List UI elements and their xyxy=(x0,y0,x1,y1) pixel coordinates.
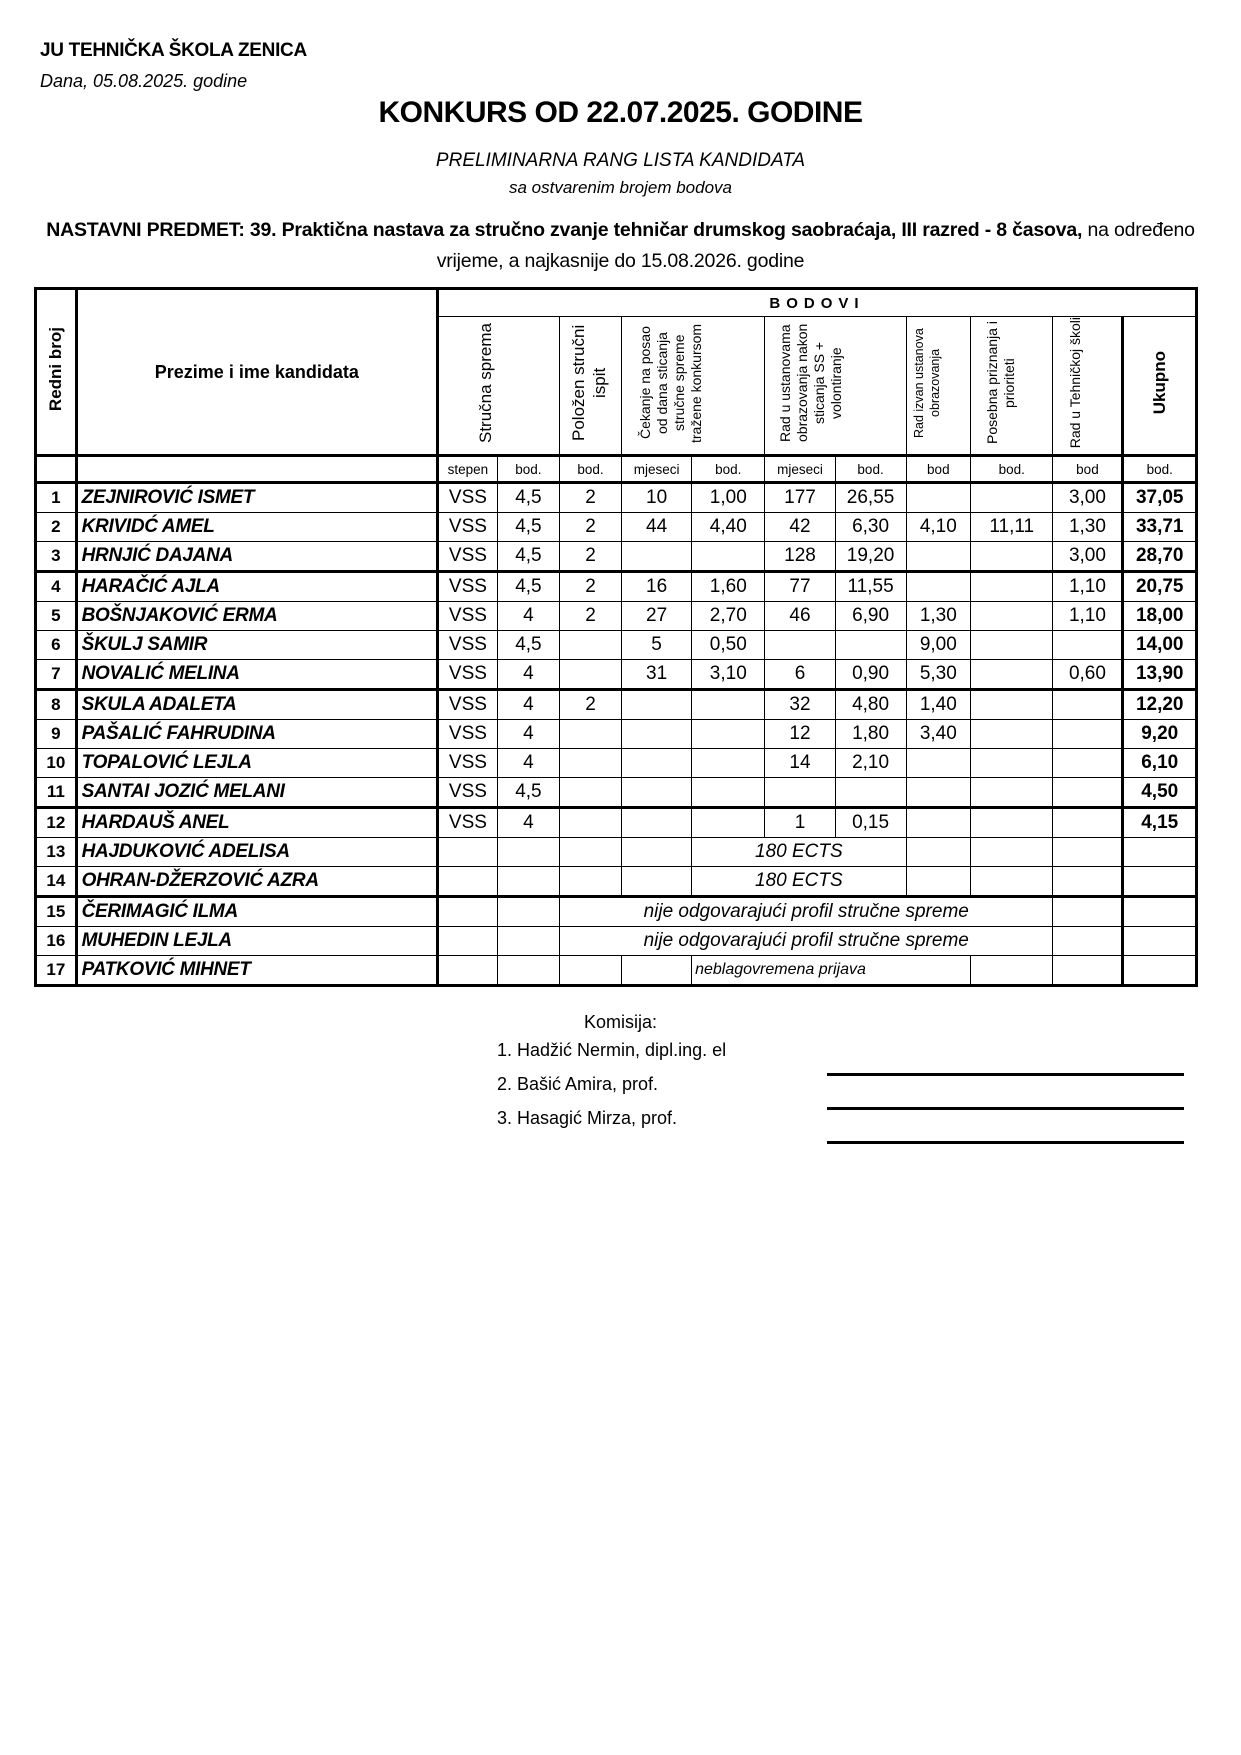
empty-cell xyxy=(559,956,621,986)
unit-empty-no xyxy=(36,456,77,483)
unit-label: stepen xyxy=(438,456,498,483)
cell-ss-bod: 4 xyxy=(497,808,559,838)
cell-ukupno: 28,70 xyxy=(1123,542,1197,572)
cell-tehn: 1,30 xyxy=(1053,513,1123,542)
cell-ukupno xyxy=(1123,956,1197,986)
cell-posebna xyxy=(971,749,1053,778)
empty-cell xyxy=(438,956,498,986)
cell-posebna xyxy=(971,483,1053,513)
cell-rad-mj: 1 xyxy=(765,808,835,838)
cell-rad-mj: 6 xyxy=(765,660,835,690)
cell-ispit: 2 xyxy=(559,602,621,631)
cell-stepen: VSS xyxy=(438,778,498,808)
candidate-name: TOPALOVIĆ LEJLA xyxy=(76,749,437,778)
cell-rad-bod: 11,55 xyxy=(835,572,906,602)
cell-cek-bod: 3,10 xyxy=(692,660,765,690)
cell-izvan: 1,40 xyxy=(906,690,970,720)
header-strucna-sprema xyxy=(438,317,560,456)
table-row xyxy=(36,749,1197,778)
cell-ss-bod: 4 xyxy=(497,749,559,778)
row-number: 11 xyxy=(36,778,77,808)
cell-ss-bod: 4,5 xyxy=(497,513,559,542)
cell-izvan xyxy=(906,483,970,513)
cell-stepen: VSS xyxy=(438,602,498,631)
header-polozen-ispit xyxy=(559,317,621,456)
cell-tehn: 1,10 xyxy=(1053,602,1123,631)
row-number: 16 xyxy=(36,927,77,956)
cell-tehn xyxy=(1053,808,1123,838)
candidate-name: ZEJNIROVIĆ ISMET xyxy=(76,483,437,513)
cell-cek-bod: 0,50 xyxy=(692,631,765,660)
table-row xyxy=(36,542,1197,572)
table-row xyxy=(36,720,1197,749)
header-rad-u-ustanovama-label: Rad u ustanovama obrazovanja nakon sticanja SS + volontiranje xyxy=(776,323,844,443)
commission-title: Komisija: xyxy=(583,1012,658,1032)
cell-cek-mj xyxy=(622,749,692,778)
cell-ukupno: 37,05 xyxy=(1123,483,1197,513)
header-rad-tehnicka-label: Rad u Tehničkoj školi xyxy=(1067,317,1084,449)
header-polozen-ispit-label: Položen stručni ispit xyxy=(568,324,609,442)
unit-label: mjeseci xyxy=(765,456,835,483)
cell-cek-bod xyxy=(692,720,765,749)
cell-ukupno: 6,10 xyxy=(1123,749,1197,778)
cell-cek-mj xyxy=(622,778,692,808)
cell-izvan xyxy=(906,808,970,838)
row-number: 8 xyxy=(36,690,77,720)
cell-stepen: VSS xyxy=(438,808,498,838)
candidate-name: OHRAN-DŽERZOVIĆ AZRA xyxy=(76,867,437,897)
status-note: 180 ECTS xyxy=(692,838,907,867)
candidate-name: HARAČIĆ AJLA xyxy=(76,572,437,602)
candidate-name: MUHEDIN LEJLA xyxy=(76,927,437,956)
row-number: 5 xyxy=(36,602,77,631)
empty-cell xyxy=(438,838,498,867)
cell-stepen: VSS xyxy=(438,631,498,660)
cell-posebna xyxy=(971,572,1053,602)
table-row xyxy=(36,927,1197,956)
empty-cell xyxy=(438,867,498,897)
candidate-name: HARDAUŠ ANEL xyxy=(76,808,437,838)
cell-ss-bod: 4,5 xyxy=(497,778,559,808)
table-row xyxy=(36,572,1197,602)
cell-stepen: VSS xyxy=(438,483,498,513)
cell-tehn: 1,10 xyxy=(1053,572,1123,602)
cell-tehn xyxy=(1053,778,1123,808)
cell-rad-mj: 14 xyxy=(765,749,835,778)
cell-ukupno: 18,00 xyxy=(1123,602,1197,631)
cell-rad-mj: 32 xyxy=(765,690,835,720)
cell-ukupno xyxy=(1123,838,1197,867)
candidate-name: BOŠNJAKOVIĆ ERMA xyxy=(76,602,437,631)
cell-tehn xyxy=(1053,720,1123,749)
cell-ss-bod: 4 xyxy=(497,602,559,631)
empty-cell xyxy=(906,867,970,897)
signature-line xyxy=(827,1141,1184,1144)
row-number: 13 xyxy=(36,838,77,867)
cell-ukupno: 33,71 xyxy=(1123,513,1197,542)
cell-rad-bod: 19,20 xyxy=(835,542,906,572)
cell-stepen: VSS xyxy=(438,660,498,690)
cell-ukupno: 4,15 xyxy=(1123,808,1197,838)
cell-posebna xyxy=(971,631,1053,660)
table-body xyxy=(36,483,1197,986)
header-rad-izvan xyxy=(906,317,970,456)
status-note: neblagovremena prijava xyxy=(692,956,971,986)
cell-rad-bod: 0,15 xyxy=(835,808,906,838)
empty-cell xyxy=(1053,897,1123,927)
cell-rad-bod: 6,90 xyxy=(835,602,906,631)
cell-ispit: 2 xyxy=(559,690,621,720)
table-row xyxy=(36,897,1197,927)
subtitle-points: sa ostvarenim brojem bodova xyxy=(508,178,732,197)
empty-cell xyxy=(1053,838,1123,867)
cell-cek-bod xyxy=(692,808,765,838)
cell-ss-bod: 4,5 xyxy=(497,542,559,572)
cell-izvan: 5,30 xyxy=(906,660,970,690)
row-number: 17 xyxy=(36,956,77,986)
cell-rad-bod: 1,80 xyxy=(835,720,906,749)
cell-rad-bod: 4,80 xyxy=(835,690,906,720)
cell-rad-bod xyxy=(835,778,906,808)
header-rad-izvan-label: Rad izvan ustanova obrazovanja xyxy=(912,328,943,438)
cell-tehn xyxy=(1053,749,1123,778)
empty-cell xyxy=(1053,867,1123,897)
cell-izvan: 4,10 xyxy=(906,513,970,542)
page-title: KONKURS OD 22.07.2025. GODINE xyxy=(378,96,863,129)
commission-member: 1. Hadžić Nermin, dipl.ing. el xyxy=(497,1040,727,1060)
cell-rad-mj xyxy=(765,778,835,808)
cell-tehn xyxy=(1053,690,1123,720)
empty-cell xyxy=(438,897,498,927)
cell-cek-mj xyxy=(622,808,692,838)
commission-member: 3. Hasagić Mirza, prof. xyxy=(497,1108,678,1128)
cell-cek-mj: 31 xyxy=(622,660,692,690)
row-number: 1 xyxy=(36,483,77,513)
cell-tehn xyxy=(1053,631,1123,660)
cell-cek-bod xyxy=(692,542,765,572)
subtitle-rank-list: PRELIMINARNA RANG LISTA KANDIDATA xyxy=(435,150,806,171)
header-cekanje-label: Čekanje na posao od dana sticanja stručne spreme tražene konkursom xyxy=(637,323,705,443)
cell-stepen: VSS xyxy=(438,749,498,778)
empty-cell xyxy=(971,956,1053,986)
cell-ispit xyxy=(559,720,621,749)
unit-label: mjeseci xyxy=(622,456,692,483)
cell-rad-bod: 2,10 xyxy=(835,749,906,778)
candidate-name: ŠKULJ SAMIR xyxy=(76,631,437,660)
table-row xyxy=(36,838,1197,867)
candidate-name: PATKOVIĆ MIHNET xyxy=(76,956,437,986)
rank-table xyxy=(34,287,1198,987)
cell-izvan xyxy=(906,572,970,602)
cell-cek-mj: 44 xyxy=(622,513,692,542)
cell-ispit xyxy=(559,778,621,808)
empty-cell xyxy=(559,838,621,867)
cell-rad-mj: 12 xyxy=(765,720,835,749)
document-date: Dana, 05.08.2025. godine xyxy=(40,71,248,91)
candidate-name: HAJDUKOVIĆ ADELISA xyxy=(76,838,437,867)
cell-rad-mj: 177 xyxy=(765,483,835,513)
unit-label: bod. xyxy=(692,456,765,483)
cell-ukupno: 12,20 xyxy=(1123,690,1197,720)
unit-label: bod. xyxy=(835,456,906,483)
cell-ss-bod: 4,5 xyxy=(497,483,559,513)
cell-tehn: 3,00 xyxy=(1053,483,1123,513)
cell-cek-mj: 16 xyxy=(622,572,692,602)
candidate-name: KRIVIDĆ AMEL xyxy=(76,513,437,542)
unit-label: bod. xyxy=(559,456,621,483)
empty-cell xyxy=(971,867,1053,897)
cell-stepen: VSS xyxy=(438,690,498,720)
row-number: 14 xyxy=(36,867,77,897)
cell-ukupno: 13,90 xyxy=(1123,660,1197,690)
cell-cek-bod xyxy=(692,778,765,808)
cell-izvan: 3,40 xyxy=(906,720,970,749)
cell-ispit: 2 xyxy=(559,572,621,602)
cell-izvan xyxy=(906,542,970,572)
empty-cell xyxy=(1053,927,1123,956)
row-number: 3 xyxy=(36,542,77,572)
header-posebna-priznanja-label: Posebna priznanja i prioriteti xyxy=(983,321,1017,445)
cell-izvan: 9,00 xyxy=(906,631,970,660)
signature-line xyxy=(827,1107,1184,1110)
cell-stepen: VSS xyxy=(438,542,498,572)
cell-posebna xyxy=(971,690,1053,720)
cell-cek-mj xyxy=(622,690,692,720)
cell-izvan xyxy=(906,778,970,808)
status-note: 180 ECTS xyxy=(692,867,907,897)
table-row xyxy=(36,778,1197,808)
candidate-name: ČERIMAGIĆ ILMA xyxy=(76,897,437,927)
unit-label: bod xyxy=(1053,456,1123,483)
cell-ss-bod: 4,5 xyxy=(497,631,559,660)
row-number: 10 xyxy=(36,749,77,778)
cell-posebna xyxy=(971,660,1053,690)
signature-line xyxy=(827,1073,1184,1076)
cell-ispit xyxy=(559,808,621,838)
empty-cell xyxy=(622,867,692,897)
cell-ss-bod: 4 xyxy=(497,720,559,749)
cell-tehn: 3,00 xyxy=(1053,542,1123,572)
cell-tehn: 0,60 xyxy=(1053,660,1123,690)
cell-cek-bod xyxy=(692,749,765,778)
cell-cek-mj xyxy=(622,720,692,749)
header-redni-broj-label: Redni broj xyxy=(46,327,66,412)
empty-cell xyxy=(438,927,498,956)
table-row xyxy=(36,808,1197,838)
empty-cell xyxy=(497,838,559,867)
cell-posebna xyxy=(971,778,1053,808)
status-note: nije odgovarajući profil stručne spreme xyxy=(559,897,1052,927)
unit-label: bod xyxy=(906,456,970,483)
header-redni-broj xyxy=(36,289,77,456)
candidate-name: SKULA ADALETA xyxy=(76,690,437,720)
cell-izvan xyxy=(906,749,970,778)
row-number: 15 xyxy=(36,897,77,927)
cell-posebna xyxy=(971,808,1053,838)
candidate-name: PAŠALIĆ FAHRUDINA xyxy=(76,720,437,749)
cell-cek-bod xyxy=(692,690,765,720)
table-row xyxy=(36,660,1197,690)
cell-ss-bod: 4,5 xyxy=(497,572,559,602)
row-number: 6 xyxy=(36,631,77,660)
header-ukupno xyxy=(1123,317,1197,456)
empty-cell xyxy=(622,838,692,867)
unit-label: bod. xyxy=(497,456,559,483)
cell-ukupno: 4,50 xyxy=(1123,778,1197,808)
cell-rad-mj xyxy=(765,631,835,660)
subject-normal: na određeno vrijeme, a najkasnije do 15.08.2026. godine xyxy=(436,219,1195,272)
cell-cek-mj: 27 xyxy=(622,602,692,631)
header-rad-u-ustanovama xyxy=(765,317,906,456)
cell-stepen: VSS xyxy=(438,513,498,542)
cell-posebna: 11,11 xyxy=(971,513,1053,542)
cell-ukupno: 9,20 xyxy=(1123,720,1197,749)
empty-cell xyxy=(622,956,692,986)
commission-member: 2. Bašić Amira, prof. xyxy=(497,1074,659,1094)
cell-cek-bod: 1,60 xyxy=(692,572,765,602)
cell-cek-bod: 2,70 xyxy=(692,602,765,631)
subject-description xyxy=(40,215,1201,277)
cell-rad-bod xyxy=(835,631,906,660)
unit-label: bod. xyxy=(1123,456,1197,483)
header-bodovi: BODOVI xyxy=(438,289,1197,317)
cell-ispit xyxy=(559,660,621,690)
row-number: 12 xyxy=(36,808,77,838)
header-ukupno-label: Ukupno xyxy=(1150,351,1170,415)
unit-empty-name xyxy=(76,456,437,483)
empty-cell xyxy=(497,956,559,986)
cell-rad-mj: 46 xyxy=(765,602,835,631)
empty-cell xyxy=(497,867,559,897)
cell-ukupno xyxy=(1123,927,1197,956)
cell-ispit: 2 xyxy=(559,542,621,572)
cell-posebna xyxy=(971,720,1053,749)
cell-ukupno: 14,00 xyxy=(1123,631,1197,660)
subject-bold: NASTAVNI PREDMET: 39. Praktična nastava za stručno zvanje tehničar drumskog saobraćaja, III razred - 8 časova, xyxy=(46,219,1083,241)
candidate-name: SANTAI JOZIĆ MELANI xyxy=(76,778,437,808)
empty-cell xyxy=(971,838,1053,867)
table-row xyxy=(36,690,1197,720)
cell-cek-mj: 5 xyxy=(622,631,692,660)
cell-ukupno xyxy=(1123,867,1197,897)
row-number: 4 xyxy=(36,572,77,602)
cell-rad-bod: 26,55 xyxy=(835,483,906,513)
cell-ispit xyxy=(559,749,621,778)
cell-rad-bod: 0,90 xyxy=(835,660,906,690)
empty-cell xyxy=(497,927,559,956)
cell-rad-mj: 128 xyxy=(765,542,835,572)
cell-ispit xyxy=(559,631,621,660)
cell-cek-mj xyxy=(622,542,692,572)
cell-ss-bod: 4 xyxy=(497,660,559,690)
unit-label: bod. xyxy=(971,456,1053,483)
table-row xyxy=(36,483,1197,513)
cell-cek-bod: 4,40 xyxy=(692,513,765,542)
candidate-name: HRNJIĆ DAJANA xyxy=(76,542,437,572)
cell-ukupno: 20,75 xyxy=(1123,572,1197,602)
cell-cek-mj: 10 xyxy=(622,483,692,513)
cell-rad-mj: 77 xyxy=(765,572,835,602)
empty-cell xyxy=(906,838,970,867)
cell-rad-bod: 6,30 xyxy=(835,513,906,542)
candidate-name: NOVALIĆ MELINA xyxy=(76,660,437,690)
header-rad-tehnicka xyxy=(1053,317,1123,456)
status-note: nije odgovarajući profil stručne spreme xyxy=(559,927,1052,956)
cell-posebna xyxy=(971,602,1053,631)
cell-stepen: VSS xyxy=(438,720,498,749)
row-number: 7 xyxy=(36,660,77,690)
empty-cell xyxy=(559,867,621,897)
table-row xyxy=(36,631,1197,660)
cell-ukupno xyxy=(1123,897,1197,927)
row-number: 2 xyxy=(36,513,77,542)
cell-ispit: 2 xyxy=(559,513,621,542)
row-number: 9 xyxy=(36,720,77,749)
cell-ss-bod: 4 xyxy=(497,690,559,720)
empty-cell xyxy=(1053,956,1123,986)
header-cekanje xyxy=(622,317,765,456)
header-name: Prezime i ime kandidata xyxy=(76,289,437,456)
header-posebna-priznanja xyxy=(971,317,1053,456)
cell-stepen: VSS xyxy=(438,572,498,602)
cell-posebna xyxy=(971,542,1053,572)
header-strucna-sprema-label: Stručna sprema xyxy=(475,323,495,443)
school-name: JU TEHNIČKA ŠKOLA ZENICA xyxy=(40,40,307,61)
cell-ispit: 2 xyxy=(559,483,621,513)
table-row xyxy=(36,956,1197,986)
empty-cell xyxy=(497,897,559,927)
cell-izvan: 1,30 xyxy=(906,602,970,631)
cell-rad-mj: 42 xyxy=(765,513,835,542)
table-row xyxy=(36,513,1197,542)
table-row xyxy=(36,602,1197,631)
cell-cek-bod: 1,00 xyxy=(692,483,765,513)
table-row xyxy=(36,867,1197,897)
